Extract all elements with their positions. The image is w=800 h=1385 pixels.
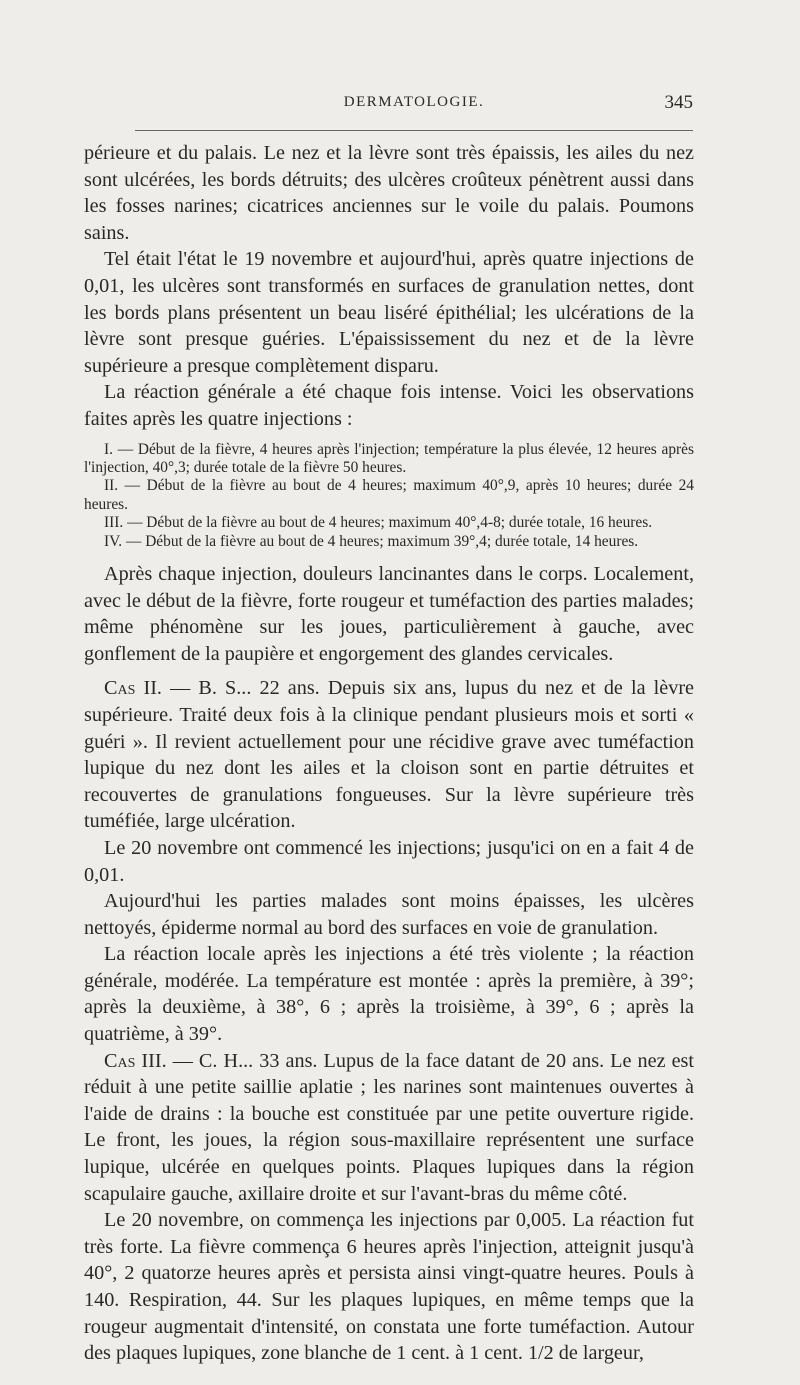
case-2-text: — B. S... 22 ans. Depuis six ans, lupus du nez et de la lèvre supérieure. Traité deux fois à la clinique pendant plusieurs mois et sorti « guéri ». Il revient actuellement pour une récidive grave avec tuméfaction lupique du nez dont les ailes et la cloison sont en partie détruites et recouvertes de granulations fongueuses. Sur la lèvre supérieure très tuméfiée, large ulcération. — [84, 677, 694, 833]
case-3-label: Cas III. — [104, 1049, 167, 1072]
observation-3: III. — Début de la fièvre au bout de 4 heures; maximum 40°,4-8; durée totale, 16 heures. — [104, 514, 653, 532]
page-header — [135, 94, 693, 120]
observation-4: IV. — Début de la fièvre au bout de 4 heures; maximum 39°,4; durée totale, 14 heures. — [104, 532, 639, 550]
observation-1: I. — Début de la fièvre, 4 heures après l'injection; température la plus élevée, 12 heures après l'injection, 40°,3; durée totale de la fièvre 50 heures. — [84, 440, 694, 476]
header-rule — [135, 130, 693, 131]
paragraph-today: Aujourd'hui les parties malades sont moins épaisses, les ulcères nettoyés, épiderme normal au bord des surfaces en voie de granulation. — [84, 890, 694, 939]
observation-2: II. — Début de la fièvre au bout de 4 heures; maximum 40°,9, après 10 heures; durée 24 heures. — [84, 477, 694, 513]
paragraph-case-3-course: Le 20 novembre, on commença les injections par 0,005. La réaction fut très forte. La fièvre commença 6 heures après l'injection, atteignit jusqu'à 40°, 2 quatorze heures après et persista ainsi vingt-quatre heures. Pouls à 140. Respiration, 44. Sur les plaques lupiques, en même temps que la rougeur augmentait d'intensité, on constata une forte tuméfaction. Autour des plaques lupiques, zone blanche de 1 cent. à 1 cent. 1/2 de largeur, — [84, 1209, 694, 1365]
running-head: DERMATOLOGIE. — [343, 94, 485, 110]
page-number: 345 — [664, 92, 693, 113]
case-2-label: Cas II. — [104, 677, 162, 700]
paragraph-status: Tel était l'état le 19 novembre et aujourd'hui, après quatre injections de 0,01, les ulcères sont transformés en surfaces de granulation nettes, dont les bords plans présentent un beau liséré épithélial; les ulcérations de la lèvre sont presque guéries. L'épaississement du nez et de la lèvre supérieure a presque complètement disparu. — [84, 248, 694, 377]
body-text — [84, 140, 694, 1367]
case-3-text: — C. H... 33 ans. Lupus de la face datant de 20 ans. Le nez est réduit à une petite saillie aplatie ; les narines sont maintenues ouvertes à l'aide de drains : la bouche est constituée par une petite ouverture rigide. Le front, les joues, la région sous-maxillaire représentent une surface lupique, ulcérée en quelques points. Plaques lupiques dans la région scapulaire gauche, axillaire droite et sur l'avant-bras du même côté. — [84, 1049, 695, 1205]
case-3-paragraph — [84, 1048, 694, 1208]
paragraph-injections-start: Le 20 novembre ont commencé les injections; jusqu'ici on en a fait 4 de 0,01. — [84, 836, 694, 886]
paragraph-reaction-intro: La réaction générale a été chaque fois intense. Voici les observations faites après les quatre injections : — [84, 381, 694, 430]
paragraph-continuation: périeure et du palais. Le nez et la lèvre sont très épaissis, les ailes du nez sont ulcérées, les bords détruits; des ulcères croûteux pénètrent aussi dans les fosses narines; cicatrices anciennes sur le voile du palais. Poumons sains. — [84, 142, 694, 244]
paragraph-temperature: La réaction locale après les injections a été très violente ; la réaction générale, modérée. La température est montée : après la première, à 39°; après la deuxième, à 38°, 6 ; après la troisième, à 39°, 6 ; après la quatrième, à 39°. — [84, 943, 694, 1046]
case-2-paragraph — [84, 675, 694, 835]
paragraph-local-reaction: Après chaque injection, douleurs lancinantes dans le corps. Localement, avec le début de la fièvre, forte rougeur et tuméfaction des parties malades; même phénomène sur les joues, particulièrement à gauche, avec gonflement de la paupière et engorgement des glandes cervicales. — [84, 562, 694, 665]
